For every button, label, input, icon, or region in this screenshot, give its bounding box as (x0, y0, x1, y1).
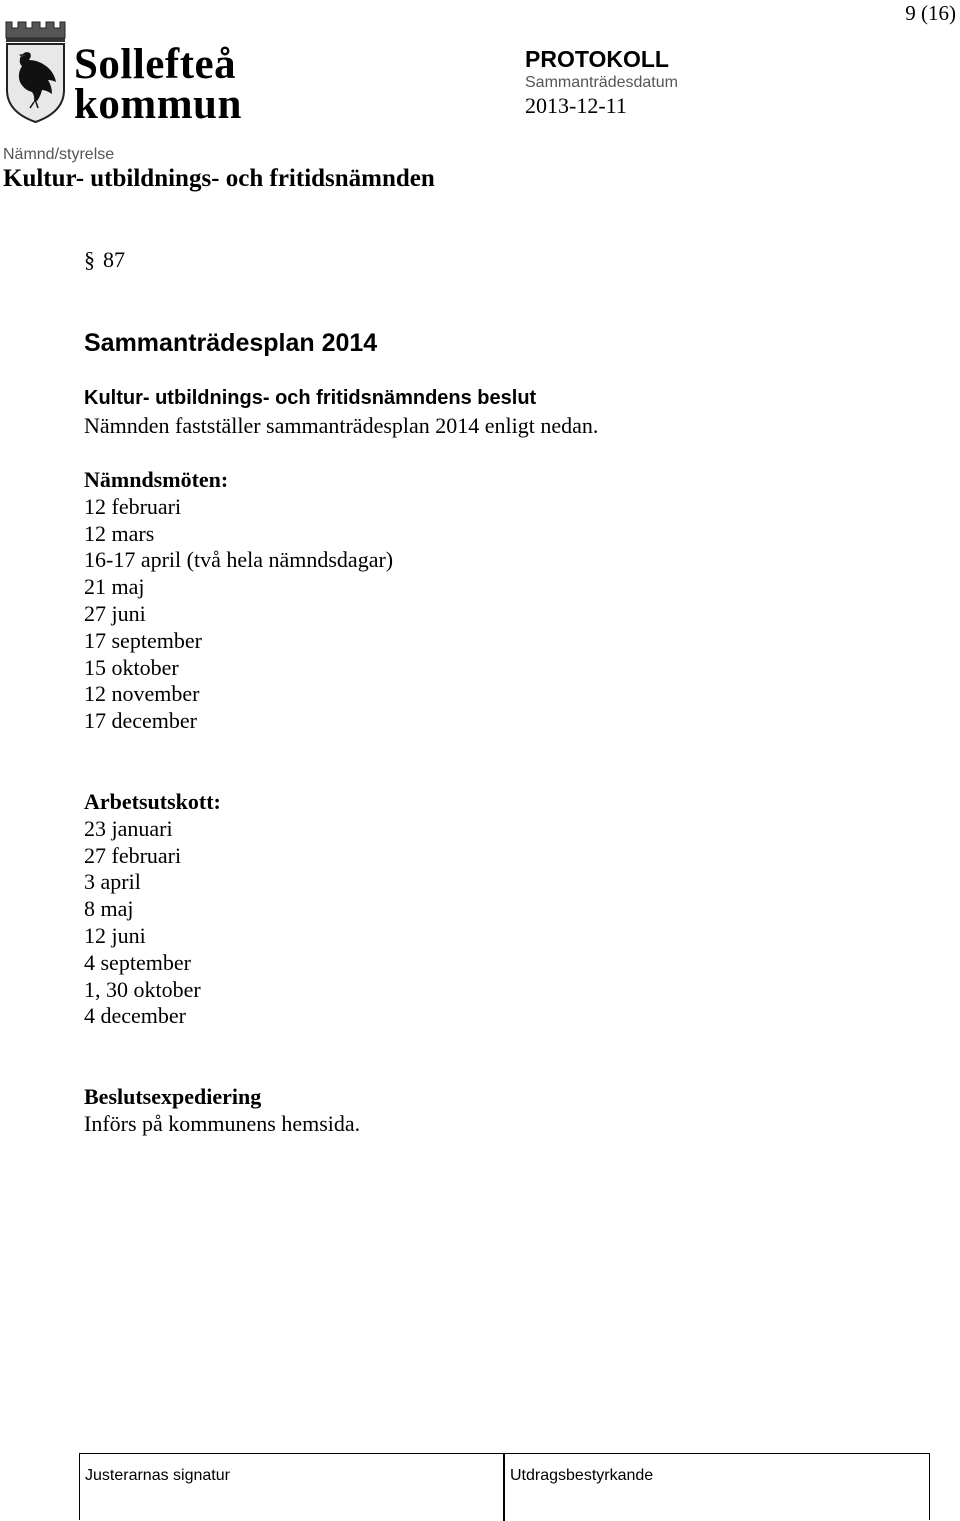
list-item: 27 juni (84, 600, 146, 626)
list-item: 23 januari (84, 815, 173, 841)
list-item: 8 maj (84, 896, 134, 922)
page-title: Sammanträdesplan 2014 (84, 329, 378, 357)
decision-text: Nämnden fastställer sammanträdesplan 2014 enligt nedan. (84, 413, 599, 438)
work-committee-section (84, 789, 221, 1030)
decision-heading: Kultur- utbildnings- och fritidsnämndens beslut (84, 387, 537, 409)
board-label: Nämnd/styrelse (3, 146, 115, 163)
document-type: PROTOKOLL (525, 46, 669, 72)
paragraph-number (84, 245, 125, 275)
logo-text-line1: Sollefteå (74, 41, 237, 88)
list-item: 4 september (84, 949, 191, 975)
signature-divider (503, 1454, 505, 1521)
extract-certification-label: Utdragsbestyrkande (510, 1467, 654, 1484)
list-item: 12 mars (84, 520, 155, 546)
logo-text-line2: kommun (74, 81, 242, 128)
list-item: 12 juni (84, 922, 146, 948)
list-item: 1, 30 oktober (84, 976, 201, 1002)
list-item: 3 april (84, 869, 141, 895)
work-committee-heading: Arbetsutskott: (84, 789, 221, 814)
board-name: Kultur- utbildnings- och fritidsnämnden (3, 165, 435, 192)
board-meetings-heading: Nämndsmöten: (84, 467, 229, 492)
work-committee-list (84, 816, 221, 1030)
paragraph-number-value: 87 (103, 247, 125, 272)
list-item: 16-17 april (två hela nämndsdagar) (84, 547, 394, 573)
expedition-heading: Beslutsexpediering (84, 1084, 262, 1109)
signature-table (79, 1453, 930, 1520)
coat-of-arms-capercaillie-icon (2, 20, 68, 124)
board-meetings-list (84, 494, 393, 735)
page-number: 9 (16) (905, 1, 956, 25)
list-item: 15 oktober (84, 654, 179, 680)
expedition-text: Införs på kommunens hemsida. (84, 1110, 361, 1136)
list-item: 27 februari (84, 842, 182, 868)
list-item: 17 december (84, 708, 197, 734)
municipality-logo (2, 20, 272, 128)
reviewers-signature-label: Justerarnas signatur (85, 1467, 230, 1484)
meeting-date: 2013-12-11 (525, 93, 627, 118)
list-item: 12 november (84, 681, 200, 707)
list-item: 21 maj (84, 574, 145, 600)
list-item: 4 december (84, 1003, 186, 1029)
board-meetings-section (84, 467, 393, 735)
list-item: 12 februari (84, 493, 182, 519)
list-item: 17 september (84, 627, 202, 653)
meeting-date-label: Sammanträdesdatum (525, 74, 678, 91)
expedition-section (84, 1084, 360, 1138)
section-sign: § (84, 247, 95, 272)
